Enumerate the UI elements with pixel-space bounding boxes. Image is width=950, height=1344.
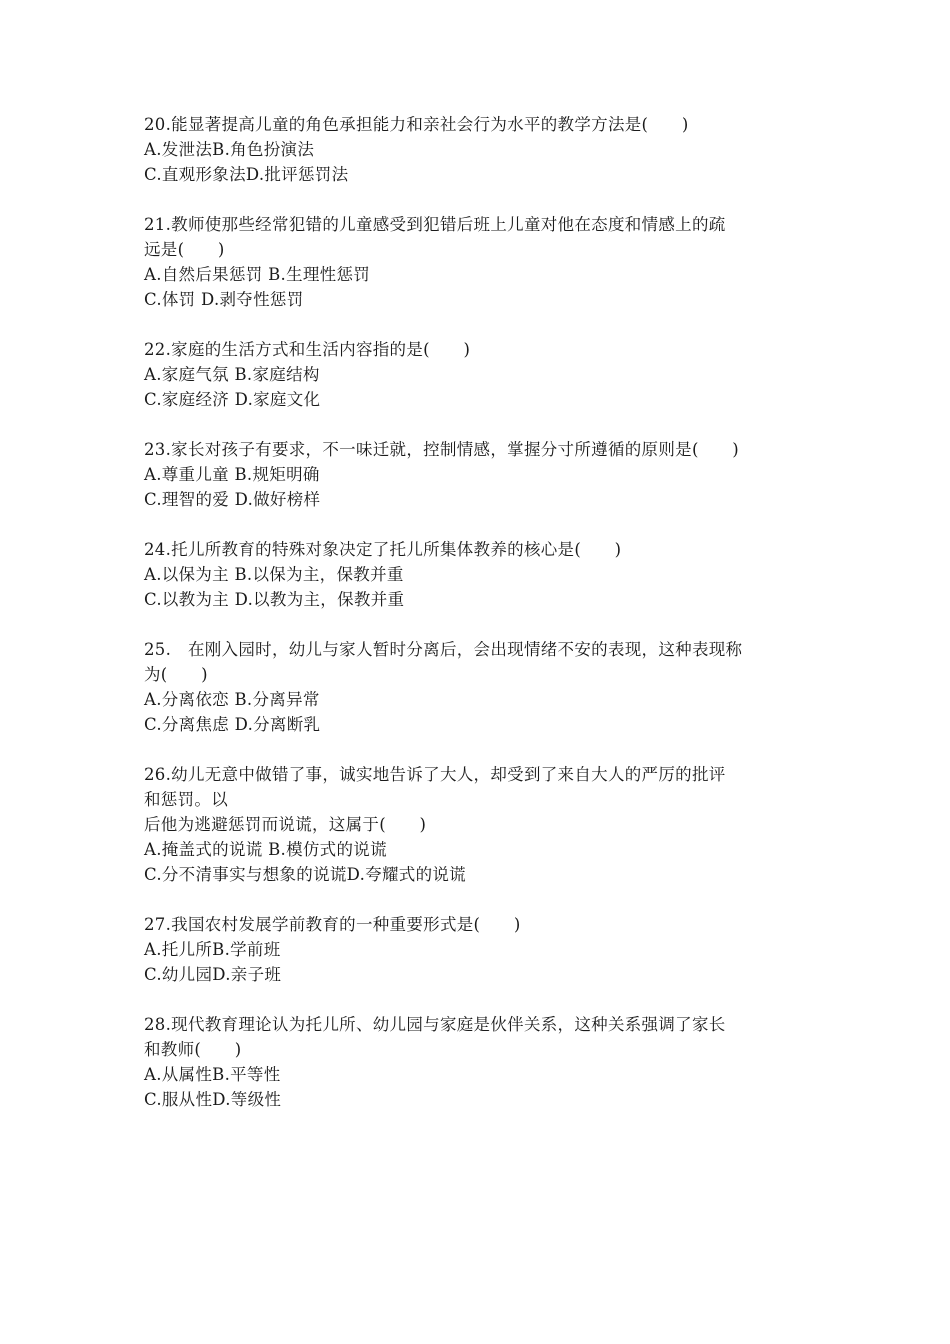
question-text: 28.现代教育理论认为托儿所、幼儿园与家庭是伙伴关系，这种关系强调了家长 [144,1015,726,1034]
option-line: A.分离依恋 B.分离异常 [144,690,320,709]
option-line: C.幼儿园D.亲子班 [144,965,282,984]
option-line: C.理智的爱 D.做好榜样 [144,490,321,509]
option-line: C.分离焦虑 D.分离断乳 [144,715,321,734]
question-27 [144,912,814,987]
question-22 [144,337,814,412]
option-line: A.掩盖式的说谎 B.模仿式的说谎 [144,840,387,859]
question-26 [144,762,814,887]
option-line: C.家庭经济 D.家庭文化 [144,390,321,409]
question-text: 22.家庭的生活方式和生活内容指的是( ) [144,340,471,359]
question-text: 27.我国农村发展学前教育的一种重要形式是( ) [144,915,521,934]
question-text: 和教师( ) [144,1040,242,1059]
question-text: 24.托儿所教育的特殊对象决定了托儿所集体教养的核心是( ) [144,540,622,559]
question-text: 21.教师使那些经常犯错的儿童感受到犯错后班上儿童对他在态度和情感上的疏 [144,215,726,234]
question-28 [144,1012,814,1112]
option-line: A.自然后果惩罚 B.生理性惩罚 [144,265,371,284]
question-23 [144,437,814,512]
question-text: 和惩罚。以 [144,790,228,809]
question-25 [144,637,814,737]
option-line: A.家庭气氛 B.家庭结构 [144,365,320,384]
question-text: 26.幼儿无意中做错了事，诚实地告诉了大人，却受到了来自大人的严厉的批评 [144,765,726,784]
option-line: A.从属性B.平等性 [144,1065,281,1084]
document-page [144,112,814,1137]
option-line: A.发泄法B.角色扮演法 [144,140,315,159]
option-line: A.尊重儿童 B.规矩明确 [144,465,320,484]
question-21 [144,212,814,312]
option-line: C.体罚 D.剥夺性惩罚 [144,290,304,309]
question-text: 20.能显著提高儿童的角色承担能力和亲社会行为水平的教学方法是( ) [144,115,689,134]
option-line: C.分不清事实与想象的说谎D.夸耀式的说谎 [144,865,466,884]
question-text: 远是( ) [144,240,225,259]
option-line: A.托儿所B.学前班 [144,940,281,959]
question-text: 后他为逃避惩罚而说谎，这属于( ) [144,815,427,834]
question-24 [144,537,814,612]
option-line: A.以保为主 B.以保为主，保教并重 [144,565,404,584]
question-20 [144,112,814,187]
option-line: C.服从性D.等级性 [144,1090,282,1109]
question-text: 为( ) [144,665,208,684]
question-text: 25. 在刚入园时，幼儿与家人暂时分离后，会出现情绪不安的表现，这种表现称 [144,640,743,659]
question-text: 23.家长对孩子有要求，不一味迁就，控制情感，掌握分寸所遵循的原则是( ) [144,440,740,459]
option-line: C.直观形象法D.批评惩罚法 [144,165,349,184]
option-line: C.以教为主 D.以教为主，保教并重 [144,590,405,609]
